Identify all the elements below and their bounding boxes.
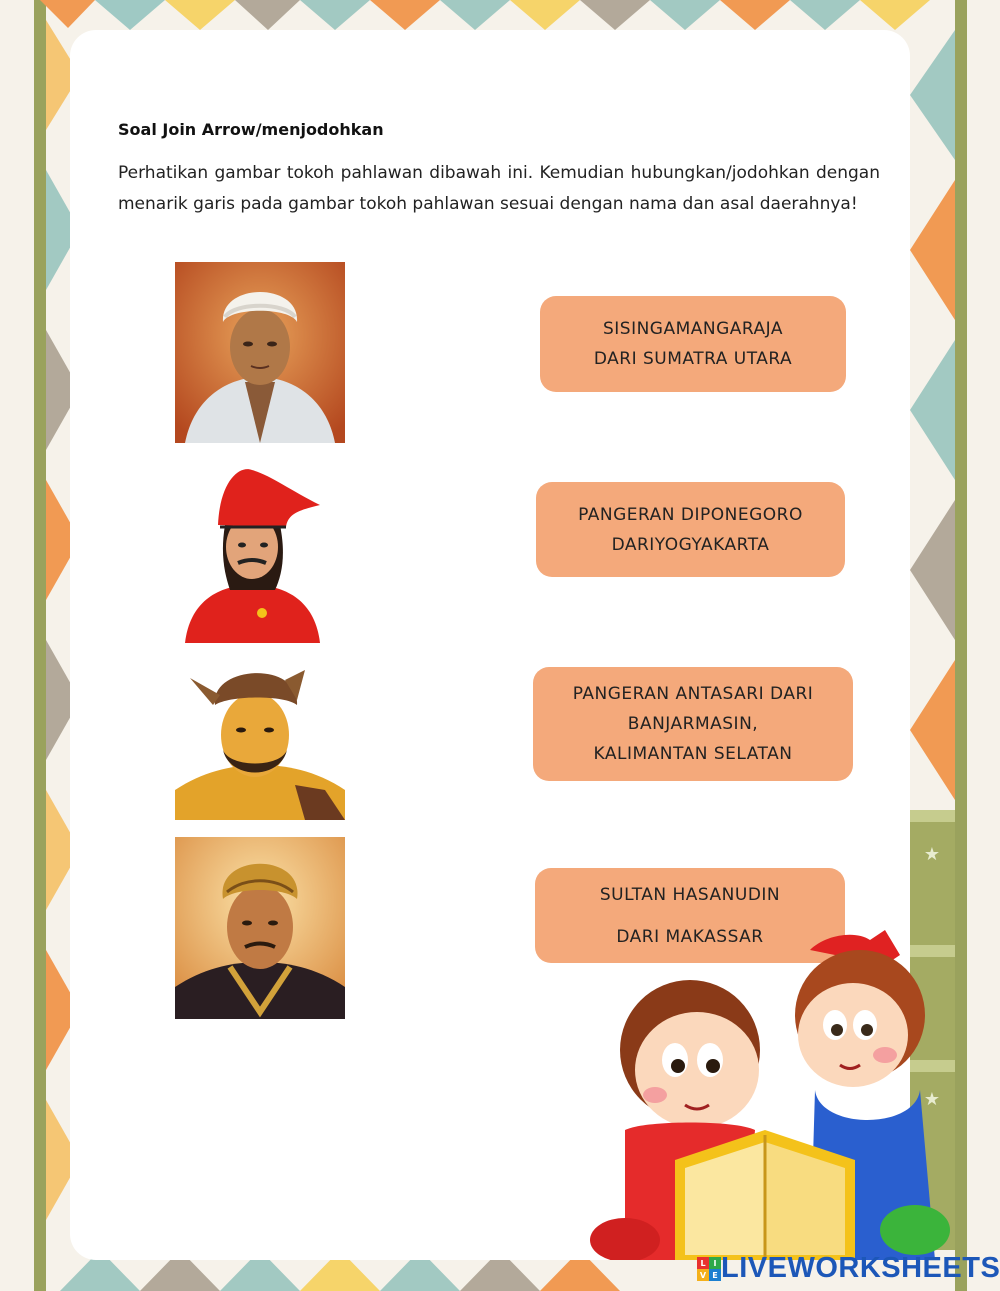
answer-card-sisingamangaraja[interactable] [540, 296, 846, 392]
svg-text:V: V [699, 1270, 707, 1280]
svg-text:L: L [700, 1258, 706, 1268]
svg-text:E: E [712, 1270, 718, 1280]
kids-reading-illustration [585, 930, 960, 1260]
hero-portrait-gold-headdress[interactable] [175, 837, 345, 1019]
svg-text:I: I [713, 1258, 717, 1268]
answer-card-line: PANGERAN ANTASARI DARI [572, 684, 814, 704]
worksheet-instruction: Perhatikan gambar tokoh pahlawan dibawah ini. Kemudian hubungkan/jodohkan dengan menarik garis pada gambar tokoh pahlawan sesuai dengan nama dan asal daerahnya! [118, 163, 880, 214]
liveworksheets-badge-icon [697, 1257, 721, 1281]
worksheet-title: Soal Join Arrow/menjodohkan [118, 120, 384, 139]
answer-card-line: DARI SUMATRA UTARA [593, 349, 793, 369]
answer-card-line: PANGERAN DIPONEGORO [578, 504, 803, 525]
answer-card-line: SISINGAMANGARAJA [602, 319, 784, 339]
answer-card-line: BANJARMASIN, [627, 714, 759, 734]
answer-card-line: KALIMANTAN SELATAN [593, 744, 793, 764]
liveworksheets-logo [697, 1252, 1000, 1285]
answer-card-line: SULTAN HASANUDIN [599, 884, 781, 905]
svg-text:★: ★ [923, 1089, 941, 1110]
hero-portrait-white-turban[interactable] [175, 262, 345, 443]
answer-card-line: DARI MAKASSAR [616, 926, 764, 947]
answer-card-line: DARIYOGYAKARTA [611, 534, 770, 555]
hero-portrait-red-hat[interactable] [180, 465, 325, 643]
hero-portrait-brown-headband[interactable] [175, 660, 345, 820]
answer-card-diponegoro[interactable] [536, 482, 845, 577]
answer-card-antasari[interactable] [533, 667, 853, 781]
svg-text:★: ★ [923, 844, 941, 865]
liveworksheets-logo-text: LIVEWORKSHEETS [721, 1252, 1000, 1284]
